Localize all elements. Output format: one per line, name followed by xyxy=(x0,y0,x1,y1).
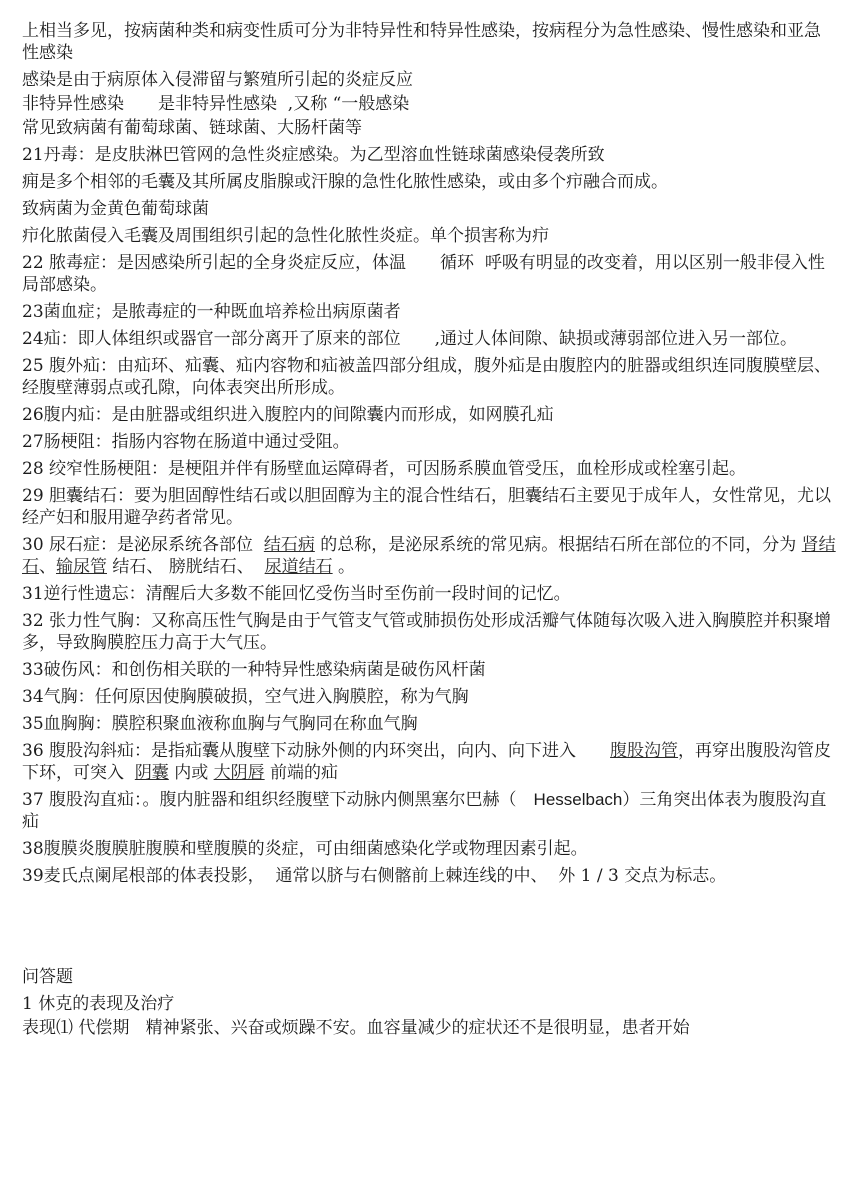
definition-21: 21丹毒：是皮肤淋巴管网的急性炎症感染。为乙型溶血性链球菌感染侵袭所致 xyxy=(22,145,605,165)
text-span: 结石、 膀胱结石、 xyxy=(107,557,265,577)
definition-37 xyxy=(22,789,837,833)
definition-24: 24疝：即人体组织或器官一部分离开了原来的部位 ,通过人体间隙、缺损或薄弱部位进入另一部位。 xyxy=(22,329,798,349)
text-line: 常见致病菌有葡萄球菌、链球菌、大肠杆菌等 xyxy=(22,118,362,138)
definition-31: 31逆行性遗忘：清醒后大多数不能回忆受伤当时至伤前一段时间的记忆。 xyxy=(22,584,571,604)
answer-1: 表现⑴ 代偿期 精神紧张、兴奋或烦躁不安。血容量减少的症状还不是很明显，患者开始 xyxy=(22,1018,690,1038)
definition-38: 38腹膜炎腹膜脏腹膜和壁腹膜的炎症，可由细菌感染化学或物理因素引起。 xyxy=(22,839,588,859)
text-span: 37 腹股沟直疝：。腹内脏器和组织经腹壁下动脉内侧黑塞尔巴赫（ xyxy=(22,790,534,810)
definition-36 xyxy=(22,740,837,784)
definition-34: 34气胸：任何原因使胸膜破损，空气进入胸膜腔，称为气胸 xyxy=(22,687,469,707)
text-span: 、 xyxy=(39,557,56,577)
definition-23: 23菌血症；是脓毒症的一种既血培养检出病原菌者 xyxy=(22,302,401,322)
text-span: 36 腹股沟斜疝：是指疝囊从腹壁下动脉外侧的内环突出，向内、向下进入 xyxy=(22,741,611,761)
text-span: 内或 xyxy=(168,763,214,783)
definition-27: 27肠梗阻：指肠内容物在肠道中通过受阻。 xyxy=(22,432,350,452)
text-line: 致病菌为金黄色葡萄球菌 xyxy=(22,199,209,219)
definition-30 xyxy=(22,534,837,578)
section-heading: 问答题 xyxy=(22,967,73,987)
text-line: 上相当多见，按病菌种类和病变性质可分为非特异性和特异性感染，按病程分为急性感染、慢性感染和亚急性感染 xyxy=(22,21,821,63)
text-span: ，再穿出腹股沟管皮下环，可突入 xyxy=(22,741,832,783)
link-stone-disease[interactable]: 结石病 xyxy=(263,535,315,555)
definition-32: 32 张力性气胸：又称高压性气胸是由于气管支气管或肺损伤处形成活瓣气体随每次吸入进入胸膜腔并积聚增多，导致胸膜腔压力高于大气压。 xyxy=(22,611,832,653)
definition-26: 26腹内疝：是由脏器或组织进入腹腔内的间隙囊内而形成，如网膜孔疝 xyxy=(22,405,554,425)
link-ureter[interactable]: 输尿管 xyxy=(56,557,107,577)
link-labia-majora[interactable]: 大阴唇 xyxy=(213,763,265,783)
definition-22: 22 脓毒症：是因感染所引起的全身炎症反应，体温 循环 呼吸有明显的改变着，用以区别一般非侵入性局部感染。 xyxy=(22,253,825,295)
text-span: 30 尿石症：是泌尿系统各部位 xyxy=(22,535,264,555)
document-page xyxy=(22,20,837,1044)
text-line: 疖化脓菌侵入毛囊及周围组织引起的急性化脓性炎症。单个损害称为疖 xyxy=(22,226,549,246)
text-line: 非特异性感染 是非特异性感染 ,又称 “一般感染 xyxy=(22,94,410,114)
definition-35: 35血胸胸：膜腔积聚血液称血胸与气胸同在称血气胸 xyxy=(22,714,418,734)
question-1: 1 休克的表现及治疗 xyxy=(22,994,175,1014)
spacer xyxy=(22,892,837,966)
link-inguinal-canal[interactable]: 腹股沟管 xyxy=(610,741,679,761)
text-span: 。 xyxy=(332,557,356,577)
definition-28: 28 绞窄性肠梗阻：是梗阻并伴有肠壁血运障碍者，可因肠系膜血管受压，血栓形成或栓塞引起。 xyxy=(22,459,747,479)
text-span: 的总称，是泌尿系统的常见病。根据结石所在部位的不同，分为 xyxy=(314,535,802,555)
link-urethral-stone[interactable]: 尿道结石 xyxy=(264,557,333,577)
definition-25: 25 腹外疝：由疝环、疝囊、疝内容物和疝被盖四部分组成，腹外疝是由腹腔内的脏器或组织连同腹膜壁层、经腹壁薄弱点或孔隙，向体表突出所形成。 xyxy=(22,356,832,398)
latin-term: Hesselbach xyxy=(533,790,623,809)
definition-33: 33破伤风：和创伤相关联的一种特异性感染病菌是破伤风杆菌 xyxy=(22,660,486,680)
link-scrotum[interactable]: 阴囊 xyxy=(134,763,169,783)
link-kidney-stone[interactable]: 肾结石 xyxy=(22,535,836,577)
text-span: 前端的疝 xyxy=(264,763,339,783)
definition-29: 29 胆囊结石：要为胆固醇性结石或以胆固醇为主的混合性结石，胆囊结石主要见于成年人，女性常见，尤以经产妇和服用避孕药者常见。 xyxy=(22,486,832,528)
text-line: 痈是多个相邻的毛囊及其所属皮脂腺或汗腺的急性化脓性感染，或由多个疖融合而成。 xyxy=(22,172,668,192)
text-line: 感染是由于病原体入侵滞留与繁殖所引起的炎症反应 xyxy=(22,70,413,90)
definition-39: 39麦氏点阑尾根部的体表投影， 通常以脐与右侧髂前上棘连线的中、 外 1 / 3 交点为标志。 xyxy=(22,866,727,886)
text-span: ）三角突出体表为腹股沟直疝 xyxy=(22,790,827,832)
